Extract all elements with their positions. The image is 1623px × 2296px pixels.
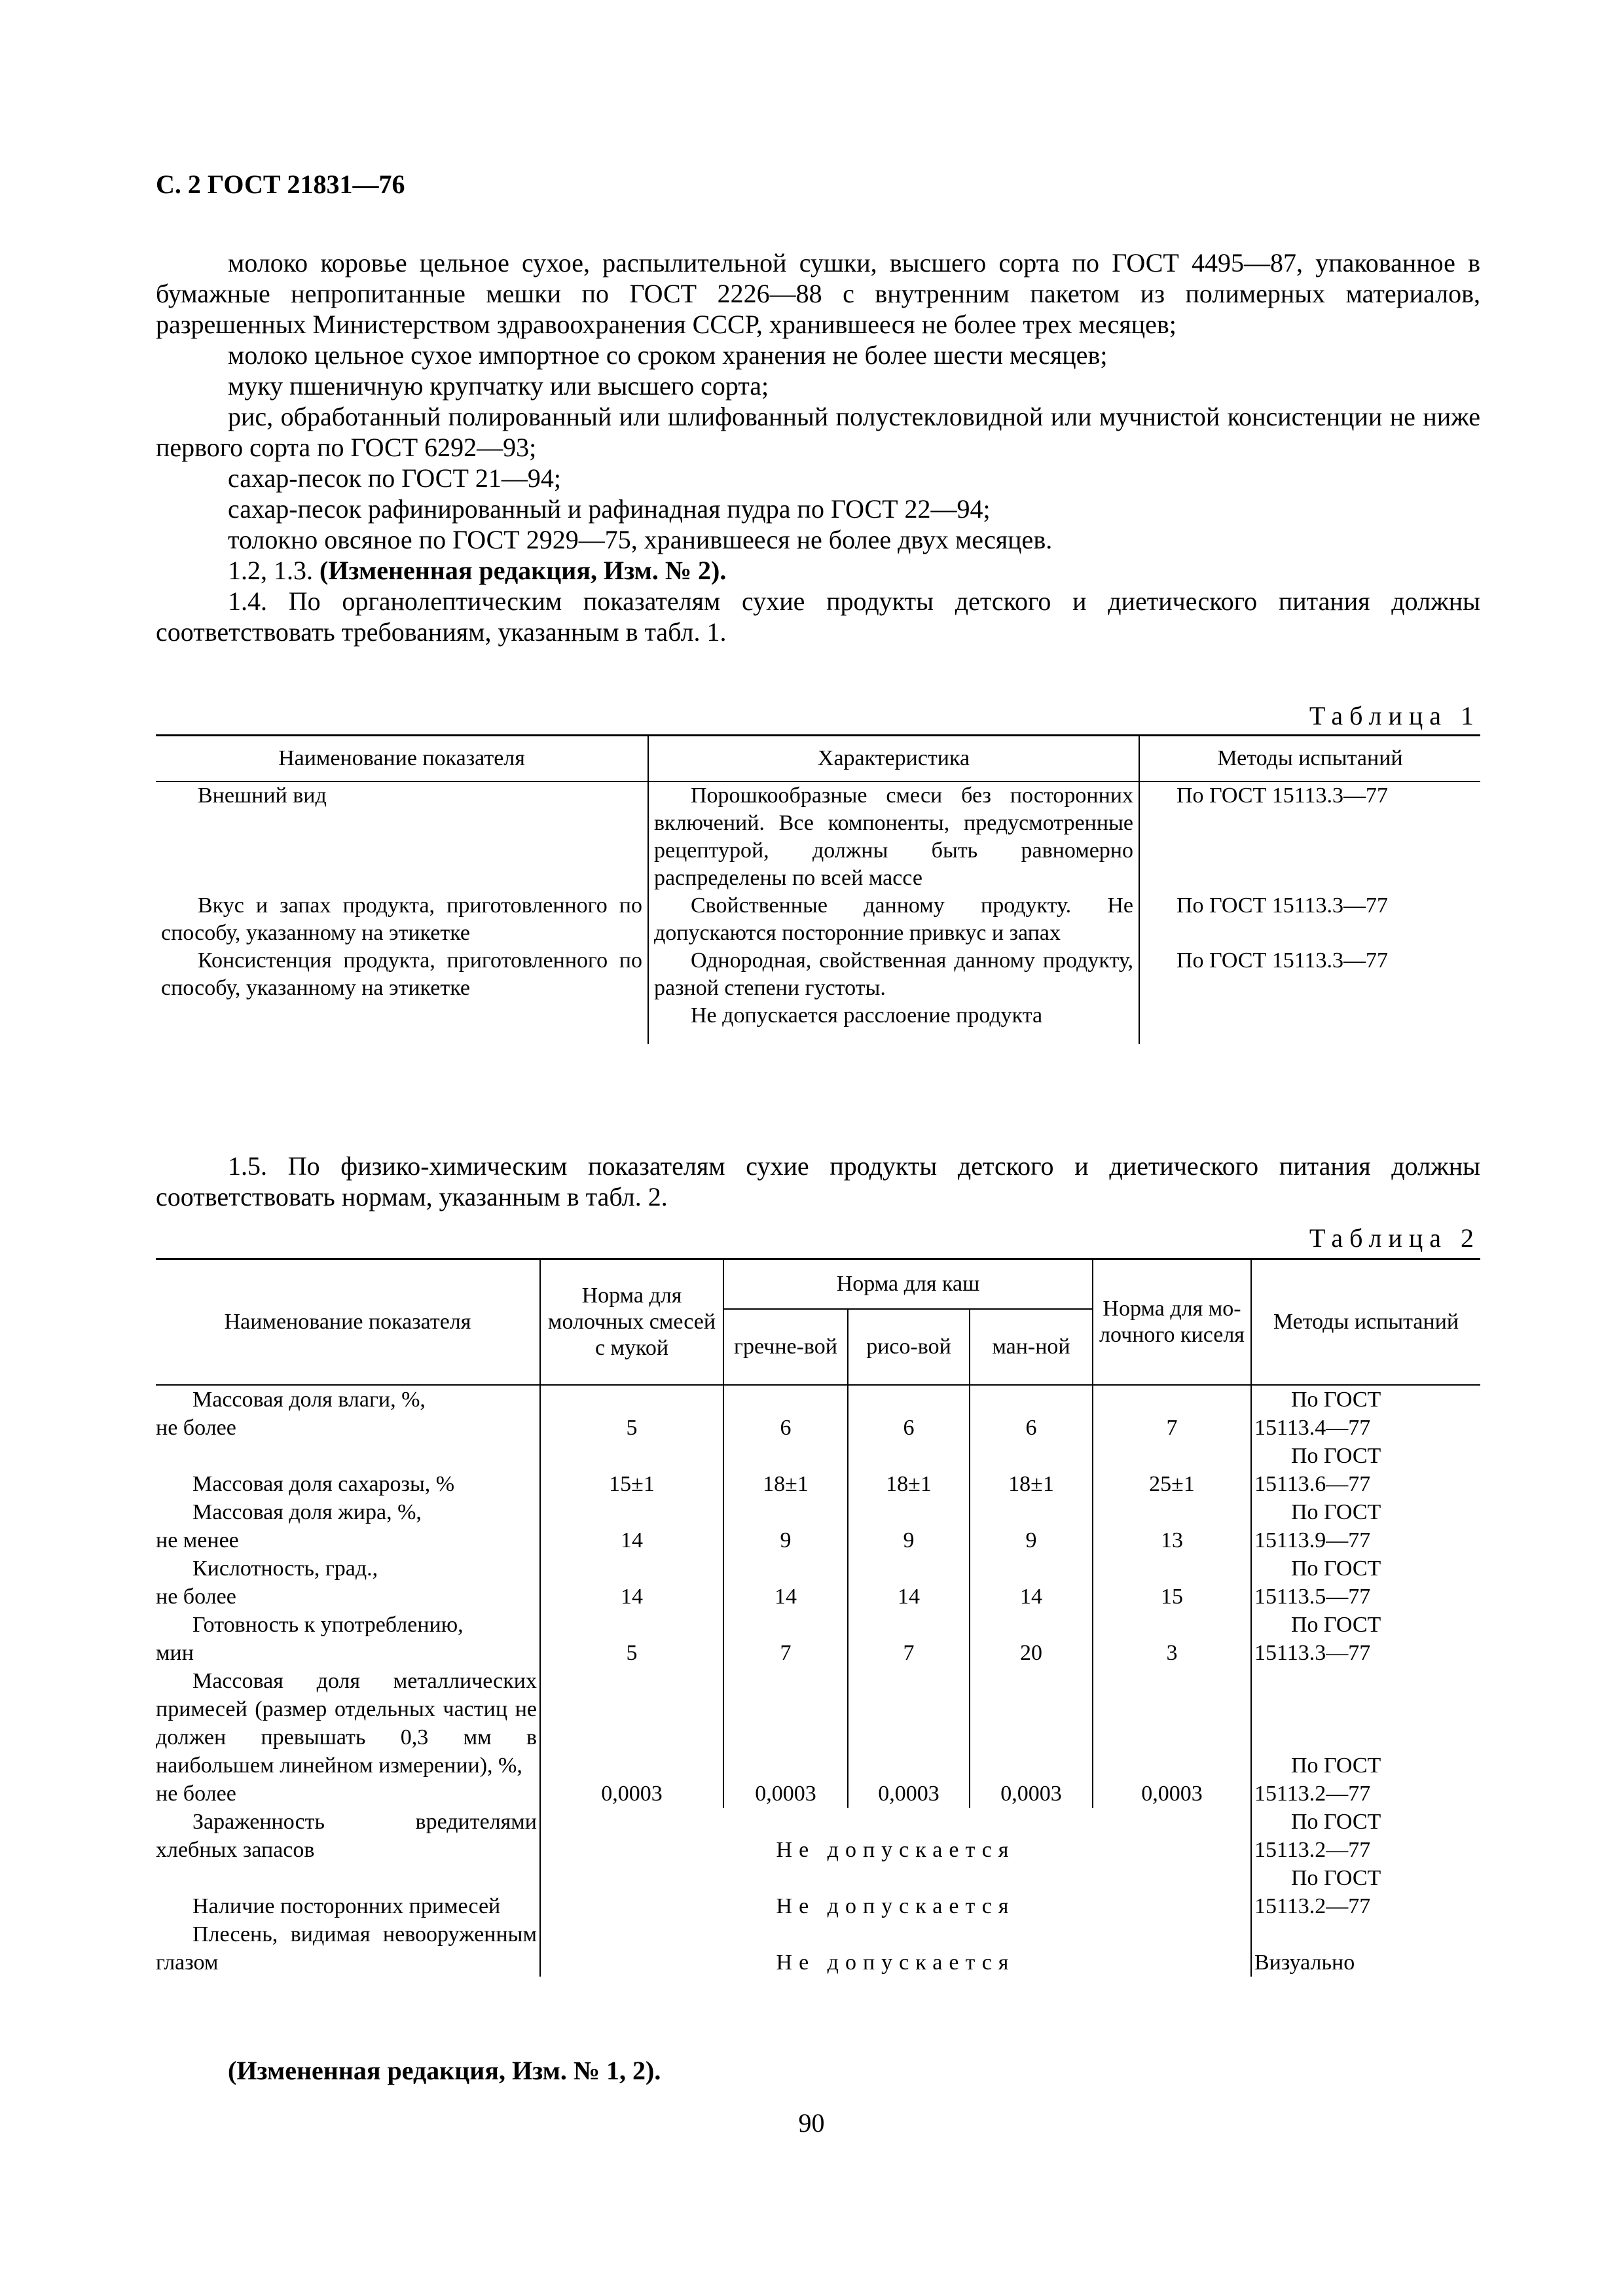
t2-method-2: 15113.2—77 <box>1254 1837 1371 1862</box>
table-row <box>156 1442 1480 1498</box>
t2-name: Наличие посторонних примесей <box>192 1893 501 1918</box>
t2-val-grech: 7 <box>723 1611 848 1667</box>
t2-name: Массовая доля сахарозы, % <box>192 1471 455 1496</box>
t1-header-char: Характеристика <box>648 736 1139 782</box>
t2-span-value: Не допускается <box>540 1864 1251 1920</box>
amendment-bold: (Измененная редакция, Изм. № 2). <box>319 556 727 585</box>
table-row <box>156 1667 1480 1808</box>
t2-method-1: По ГОСТ <box>1291 1753 1381 1778</box>
t2-name: Массовая доля металлических примесей (размер отдельных частиц не должен превышать 0,3 мм в наибольшем линейном измерении), %, <box>156 1668 537 1778</box>
t1-header-method: Методы испытаний <box>1139 736 1480 782</box>
t2-val-ris: 14 <box>848 1554 970 1611</box>
t2-val-mann: 14 <box>970 1554 1093 1611</box>
table-row <box>156 947 1480 1044</box>
table-row <box>156 892 1480 947</box>
t2-header-kisel: Норма для мо-лочного киселя <box>1093 1259 1251 1385</box>
table-row <box>156 1920 1480 1977</box>
t2-method-2: 15113.3—77 <box>1254 1640 1371 1665</box>
paragraph-1-5: 1.5. По физико-химическим показателям сухие продукты детского и диетического питания должны соответствовать нормам, указанным в табл. 2. <box>156 1151 1480 1211</box>
t2-name: Кислотность, град., <box>192 1556 378 1581</box>
t2-method-2: Визуально <box>1254 1950 1355 1975</box>
t2-method-1: По ГОСТ <box>1291 1556 1381 1581</box>
t2-header-name: Наименование показателя <box>156 1259 540 1385</box>
paragraph-milk: молоко коровье цельное сухое, распылительной сушки, высшего сорта по ГОСТ 4495—87, упакованное в бумажные непропитанные мешки по ГОСТ 2226—88 с внутренним пакетом из полимерных материалов, разрешенных Министерством здравоохранения СССР, хранившееся не более трех месяцев; <box>156 248 1480 339</box>
t2-name-cont: не менее <box>156 1528 239 1552</box>
table-row <box>156 1498 1480 1554</box>
t2-val-mann: 9 <box>970 1498 1093 1554</box>
t2-method-2: 15113.9—77 <box>1254 1528 1371 1552</box>
t2-val-ris: 6 <box>848 1385 970 1442</box>
t2-val-ris: 9 <box>848 1498 970 1554</box>
t1-method: По ГОСТ 15113.3—77 <box>1139 892 1480 947</box>
paragraph-amendment <box>156 555 1480 586</box>
t1-char: Однородная, свойственная данному продукту, разной степени густоты. <box>654 948 1133 1000</box>
table-row <box>156 1554 1480 1611</box>
t2-val-kisel: 13 <box>1093 1498 1251 1554</box>
paragraph-rice: рис, обработанный полированный или шлифованный полустекловидной или мучнистой консистенции не ниже первого сорта по ГОСТ 6292—93; <box>156 402 1480 462</box>
footer-amendment: (Измененная редакция, Изм. № 1, 2). <box>228 2056 661 2085</box>
t2-val-milk: 5 <box>540 1385 723 1442</box>
t2-method-1: По ГОСТ <box>1291 1499 1381 1524</box>
t2-name-cont: не более <box>156 1584 236 1609</box>
t2-name-cont: мин <box>156 1640 194 1665</box>
t2-header-kasha: Норма для каш <box>723 1259 1093 1309</box>
table2-caption: Таблица 2 <box>1309 1223 1480 1253</box>
t2-val-milk: 0,0003 <box>540 1667 723 1808</box>
t2-val-milk: 5 <box>540 1611 723 1667</box>
t1-header-name: Наименование показателя <box>156 736 648 782</box>
t2-name-cont: не более <box>156 1781 236 1806</box>
t2-method-2: 15113.2—77 <box>1254 1893 1371 1918</box>
t2-val-grech: 18±1 <box>723 1442 848 1498</box>
t2-val-kisel: 0,0003 <box>1093 1667 1251 1808</box>
page-number: 90 <box>798 2108 825 2138</box>
table-row <box>156 781 1480 892</box>
t2-val-ris: 7 <box>848 1611 970 1667</box>
t2-val-mann: 6 <box>970 1385 1093 1442</box>
page-header: С. 2 ГОСТ 21831—76 <box>156 170 405 199</box>
t2-val-mann: 0,0003 <box>970 1667 1093 1808</box>
t2-header-method: Методы испытаний <box>1251 1259 1480 1385</box>
t2-header-grech: гречне-вой <box>723 1309 848 1385</box>
t2-method-1: По ГОСТ <box>1291 1443 1381 1468</box>
t2-name: Плесень, видимая невооруженным глазом <box>156 1922 537 1975</box>
table-row <box>156 1611 1480 1667</box>
t1-method: По ГОСТ 15113.3—77 <box>1139 947 1480 1044</box>
t2-val-ris: 18±1 <box>848 1442 970 1498</box>
paragraph-oat: толокно овсяное по ГОСТ 2929—75, хранившееся не более двух месяцев. <box>228 525 1053 554</box>
t2-span-value: Не допускается <box>540 1808 1251 1864</box>
t2-val-milk: 15±1 <box>540 1442 723 1498</box>
table-organoleptic <box>156 734 1480 1044</box>
paragraph-flour: муку пшеничную крупчатку или высшего сорта; <box>228 371 769 401</box>
t2-val-milk: 14 <box>540 1554 723 1611</box>
t1-char-extra: Не допускается расслоение продукта <box>691 1003 1043 1028</box>
t2-method-1: По ГОСТ <box>1291 1387 1381 1412</box>
t2-val-kisel: 15 <box>1093 1554 1251 1611</box>
t2-method-2: 15113.2—77 <box>1254 1781 1371 1806</box>
t1-char: Свойственные данному продукту. Не допускаются посторонние привкус и запах <box>654 893 1133 945</box>
paragraph-1-4: 1.4. По органолептическим показателям сухие продукты детского и диетического питания должны соответствовать требованиям, указанным в табл. 1. <box>156 586 1480 647</box>
t2-val-grech: 9 <box>723 1498 848 1554</box>
t1-name: Консистенция продукта, приготовленного по способу, указанному на этикетке <box>161 948 642 1000</box>
table-row <box>156 1808 1480 1864</box>
t2-name: Готовность к употреблению, <box>192 1612 464 1637</box>
table1-caption: Таблица 1 <box>1309 701 1480 730</box>
t2-method-2: 15113.5—77 <box>1254 1584 1371 1609</box>
t2-name-cont: не более <box>156 1415 236 1440</box>
amendment-prefix: 1.2, 1.3. <box>228 556 319 585</box>
t1-char: Порошкообразные смеси без посторонних включений. Все компоненты, предусмотренные рецептурой, должны быть равномерно распределены по всей массе <box>654 783 1133 890</box>
body-text <box>156 247 1480 647</box>
t2-span-value: Не допускается <box>540 1920 1251 1977</box>
t2-method-2: 15113.4—77 <box>1254 1415 1371 1440</box>
table-physchem <box>156 1258 1480 1977</box>
t1-name: Вкус и запах продукта, приготовленного по способу, указанному на этикетке <box>161 893 642 945</box>
t2-val-grech: 14 <box>723 1554 848 1611</box>
t2-val-kisel: 3 <box>1093 1611 1251 1667</box>
t2-method-2: 15113.6—77 <box>1254 1471 1371 1496</box>
t2-name: Зараженность вредителями хлебных запасов <box>156 1809 537 1862</box>
t2-header-mann: ман-ной <box>970 1309 1093 1385</box>
t2-method-1: По ГОСТ <box>1291 1865 1381 1890</box>
t2-val-kisel: 25±1 <box>1093 1442 1251 1498</box>
t2-name: Массовая доля жира, %, <box>192 1499 422 1524</box>
t2-val-milk: 14 <box>540 1498 723 1554</box>
t2-val-grech: 0,0003 <box>723 1667 848 1808</box>
t2-name: Массовая доля влаги, %, <box>192 1387 426 1412</box>
t2-header-ris: рисо-вой <box>848 1309 970 1385</box>
t2-val-mann: 20 <box>970 1611 1093 1667</box>
paragraph-imported-milk: молоко цельное сухое импортное со сроком хранения не более шести месяцев; <box>228 340 1108 370</box>
table-row <box>156 1864 1480 1920</box>
t1-name: Внешний вид <box>198 783 327 808</box>
t2-val-kisel: 7 <box>1093 1385 1251 1442</box>
t2-method-1: По ГОСТ <box>1291 1809 1381 1834</box>
t2-header-milk: Норма для молочных смесей с мукой <box>540 1259 723 1385</box>
t2-val-grech: 6 <box>723 1385 848 1442</box>
t1-method: По ГОСТ 15113.3—77 <box>1139 781 1480 892</box>
paragraph-sugar: сахар-песок по ГОСТ 21—94; <box>228 463 562 493</box>
paragraph-refined-sugar: сахар-песок рафинированный и рафинадная пудра по ГОСТ 22—94; <box>228 494 991 524</box>
t2-val-ris: 0,0003 <box>848 1667 970 1808</box>
t2-val-mann: 18±1 <box>970 1442 1093 1498</box>
t2-method-1: По ГОСТ <box>1291 1612 1381 1637</box>
body-text-2 <box>156 1151 1480 1212</box>
table-row <box>156 1385 1480 1442</box>
